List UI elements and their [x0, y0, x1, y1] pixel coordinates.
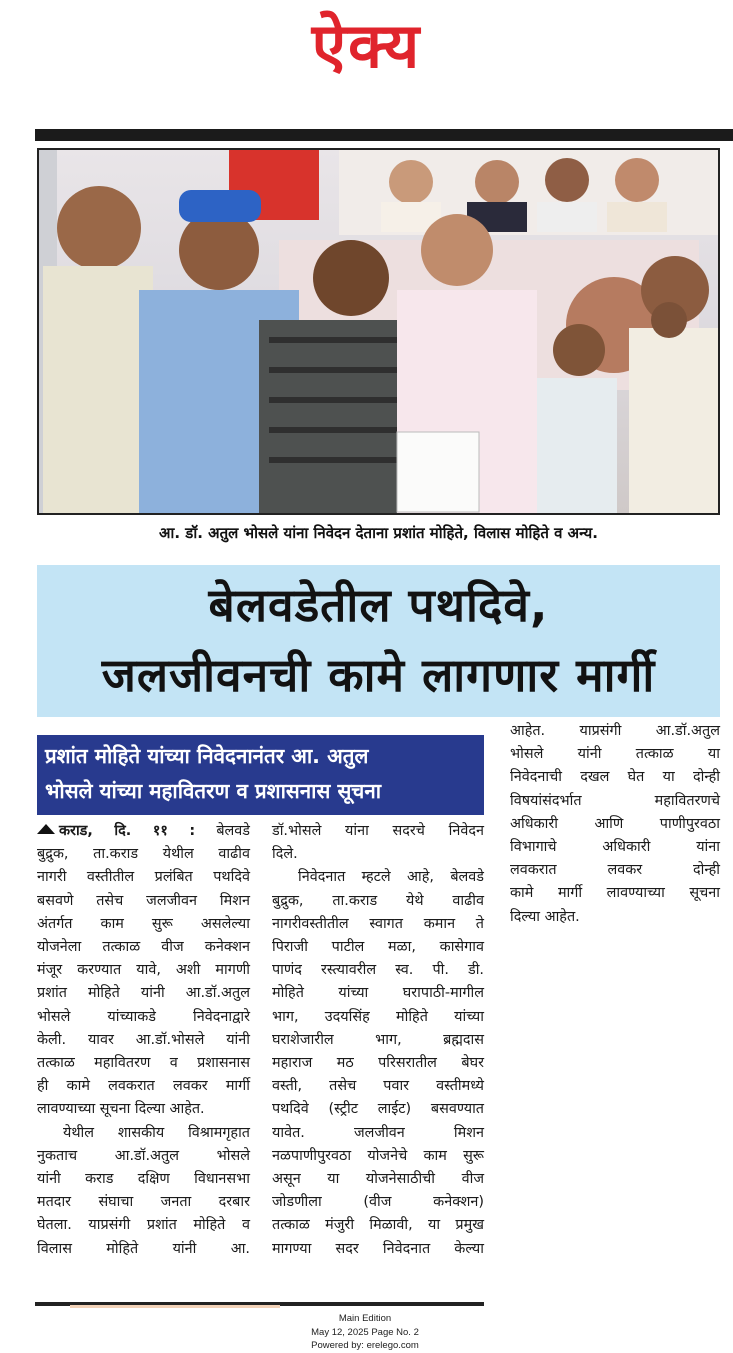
article-column-1	[37, 820, 250, 1261]
article-line: केली. यावर आ.डॉ.भोसले यांनी	[37, 1031, 250, 1048]
article-line: अधिकारी आणि पाणीपुरवठा	[510, 815, 720, 832]
article-line: नुकताच आ.डॉ.अतुल भोसले	[37, 1147, 250, 1164]
article-line: ही कामे लवकरात लवकर मार्गी	[37, 1078, 250, 1095]
page-footer	[215, 1312, 515, 1353]
article-line: कामे मार्गी लावण्याच्या सूचना	[510, 885, 720, 902]
article-line: लवकरात लवकर दोन्ही	[510, 862, 720, 879]
article-line: लावण्याच्या सूचना दिल्या आहेत.	[37, 1101, 205, 1118]
article-line: मागण्या सदर निवेदनात केल्या	[272, 1240, 484, 1257]
article-line: निवेदनात म्हटले आहे, बेलवडे	[298, 869, 484, 886]
article-line: पिराजी पाटील मळा, कासेगाव	[272, 939, 484, 956]
article-line: भाग, उदयसिंह मोहिते यांच्या	[272, 1008, 484, 1025]
article-line: बुद्रुक, ता.कराड येथे वाढीव	[272, 892, 484, 909]
article-column-3	[510, 720, 720, 929]
first-line-tail: बेलवडे	[216, 823, 250, 839]
top-rule	[35, 129, 733, 141]
article-line: दिले.	[272, 846, 298, 863]
article-line: विषयांसंदर्भात महावितरणचे	[510, 792, 720, 809]
article-line: मंजूर करण्यात यावे, अशी मागणी	[37, 962, 250, 979]
article-line: विभागाचे अधिकारी यांना	[510, 839, 720, 856]
article-line: येथील शासकीय विश्रामगृहात	[63, 1124, 250, 1141]
article-line: नागरीवस्तीतील स्वागत कमान ते	[272, 915, 484, 932]
article-line: पाणंद रस्त्यावरील स्व. पी. डी.	[272, 962, 484, 979]
headline-line-2: जलजीवनची कामे लागणार मार्गी	[101, 648, 656, 702]
article-line: जोडणीला (वीज कनेक्शन)	[272, 1194, 484, 1211]
article-line: योजनेला तत्काळ वीज कनेक्शन	[37, 939, 250, 956]
col2-paragraph-1	[272, 820, 484, 866]
triangle-icon	[37, 824, 55, 834]
article-column-2	[272, 820, 484, 1261]
article-line: तत्काळ महावितरण व प्रशासनास	[37, 1055, 250, 1072]
article-line: घेतला. याप्रसंगी प्रशांत मोहिते व	[37, 1217, 250, 1234]
subheadline-line-2: भोसले यांच्या महावितरण व प्रशासनास सूचना	[45, 779, 382, 803]
footer-edition: Main Edition	[338, 1313, 392, 1324]
footer-powered-by: Powered by: erelego.com	[311, 1340, 419, 1351]
article-line: पथदिवे (स्ट्रीट लाईट) बसवण्यात	[272, 1101, 484, 1118]
article-line: घराशेजारील भाग, ब्रह्मदास	[272, 1031, 484, 1048]
article-line: आहेत. याप्रसंगी आ.डॉ.अतुल	[510, 723, 720, 739]
col2-paragraph-2	[272, 866, 484, 1260]
footer-date-page: May 12, 2025 Page No. 2	[311, 1326, 419, 1338]
article-line: महाराज मठ परिसरातील बेघर	[272, 1055, 484, 1072]
article-line: दिल्या आहेत.	[510, 908, 580, 925]
bottom-rule-accent	[70, 1305, 280, 1308]
article-line: निवेदनाची दखल घेत या दोन्ही	[510, 769, 720, 786]
photo-caption: आ. डॉ. अतुल भोसले यांना निवेदन देताना प्रशांत मोहिते, विलास मोहिते व अन्य.	[159, 524, 598, 542]
article-line: अंतर्गत काम सुरू असलेल्या	[37, 915, 250, 932]
subheadline-line-1: प्रशांत मोहिते यांच्या निवेदनानंतर आ. अतुल	[45, 744, 369, 768]
article-line: बसवणे तसेच जलजीवन मिशन	[37, 892, 250, 909]
article-line: असून या योजनेसाठीची वीज	[272, 1171, 484, 1188]
headline-line-1: बेलवडेतील पथदिवे,	[208, 578, 549, 632]
article-line: नागरी वस्तीतील प्रलंबित पथदिवे	[37, 869, 250, 886]
article-line: यांनी कराड दक्षिण विधानसभा	[37, 1171, 250, 1188]
article-line: वस्ती, तसेच पवार वस्तीमध्ये	[272, 1078, 484, 1095]
col3-paragraph-1	[510, 720, 720, 929]
masthead-logo: ऐक्य	[311, 9, 422, 82]
article-line: यावेत. जलजीवन मिशन	[272, 1124, 484, 1141]
article-line: नळपाणीपुरवठा योजनेचे काम सुरू	[272, 1147, 484, 1164]
article-line: बुद्रुक, ता.कराड येथील वाढीव	[37, 846, 250, 863]
article-line: डॉ.भोसले यांना सदरचे निवेदन	[272, 823, 484, 839]
headline-box	[37, 565, 720, 717]
article-line: विलास मोहिते यांनी आ.	[37, 1240, 250, 1257]
article-first-line	[37, 820, 250, 843]
article-line: भोसले यांच्याकडे निवेदनाद्वारे	[37, 1008, 250, 1025]
subheadline	[37, 735, 484, 815]
news-photo	[37, 148, 720, 515]
article-line: मोहिते यांच्या घरापाठी-मागील	[272, 985, 484, 1002]
col1-paragraph-2	[37, 1122, 250, 1261]
col1-paragraph-1	[37, 843, 250, 1121]
dateline: कराड, दि. ११ :	[59, 823, 196, 839]
photo-illustration	[39, 150, 718, 513]
article-line: प्रशांत मोहिते यांनी आ.डॉ.अतुल	[37, 985, 250, 1002]
article-line: मतदार संघाचा जनता दरबार	[37, 1194, 250, 1211]
article-line: तत्काळ मंजुरी मिळावी, या प्रमुख	[272, 1217, 484, 1234]
article-line: भोसले यांनी तत्काळ या	[510, 746, 720, 763]
